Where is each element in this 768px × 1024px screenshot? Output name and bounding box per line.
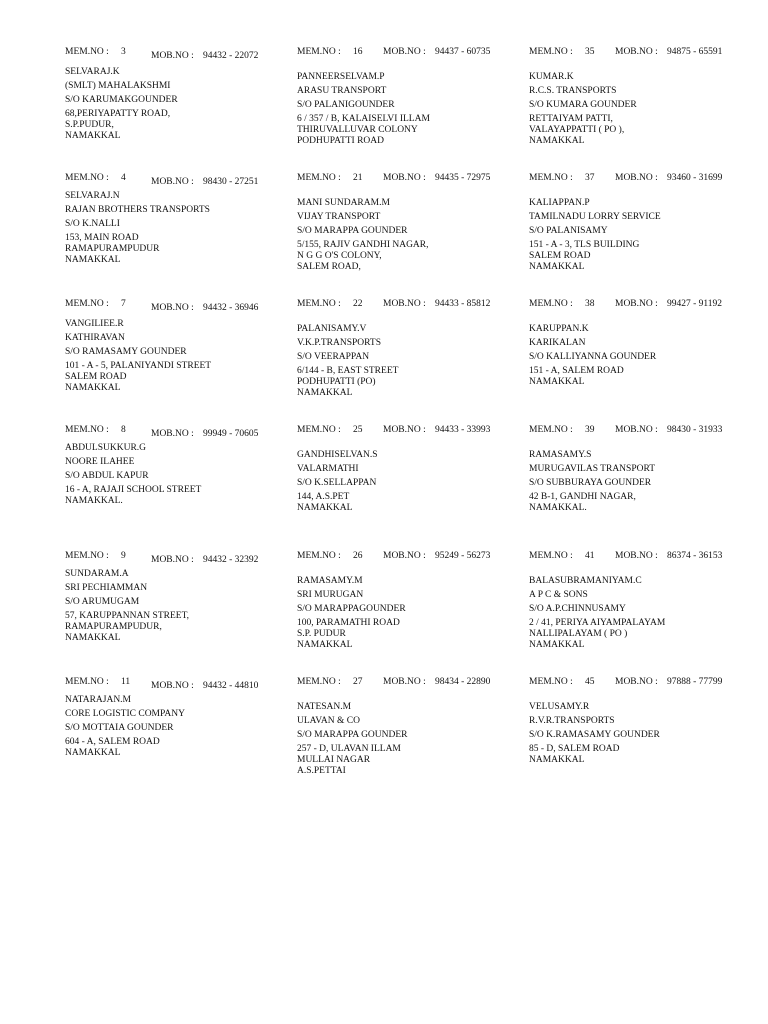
- member-card: [65, 173, 297, 291]
- member-header: [65, 677, 297, 691]
- member-header: [529, 551, 761, 565]
- address-line: 151 - A - 3, TLS BUILDING: [529, 240, 640, 250]
- mobile-number: 98430 - 27251: [203, 177, 259, 187]
- parent-name: S/O MARAPPAGOUNDER: [297, 604, 406, 614]
- member-header: [529, 173, 761, 187]
- address-line: RAMAPURAMPUDUR,: [65, 622, 162, 632]
- parent-name: S/O PALANISAMY: [529, 226, 608, 236]
- member-name: GANDHISELVAN.S: [297, 450, 378, 460]
- address-line: 6 / 357 / B, KALAISELVI ILLAM: [297, 114, 430, 124]
- mem-number: 8: [121, 425, 126, 435]
- member-name: KALIAPPAN.P: [529, 198, 590, 208]
- address-line: NALLIPALAYAM ( PO ): [529, 629, 628, 639]
- mobile-number: 99427 - 91192: [667, 299, 723, 309]
- mem-number: 22: [353, 299, 363, 309]
- member-card: [297, 551, 529, 669]
- mem-number: 9: [121, 551, 126, 561]
- parent-name: S/O VEERAPPAN: [297, 352, 370, 362]
- mem-number: 45: [585, 677, 595, 687]
- member-details: [297, 198, 529, 273]
- member-name: MANI SUNDARAM.M: [297, 198, 390, 208]
- address-line: NAMAKKAL: [529, 136, 585, 146]
- mem-number-label: MEM.NO :: [529, 425, 573, 435]
- member-details: [529, 702, 761, 766]
- mem-number: 3: [121, 47, 126, 57]
- member-details: [529, 576, 761, 651]
- address-line: PODHUPATTI (PO): [297, 377, 376, 387]
- address-line: 5/155, RAJIV GANDHI NAGAR,: [297, 240, 429, 250]
- mobile-number-label: MOB.NO :: [151, 303, 194, 313]
- member-header: [529, 299, 761, 313]
- address-line: 68,PERIYAPATTY ROAD,: [65, 109, 171, 119]
- business-name: KARIKALAN: [529, 338, 586, 348]
- business-name: MURUGAVILAS TRANSPORT: [529, 464, 656, 474]
- member-name: RAMASAMY.M: [297, 576, 363, 586]
- member-header: [529, 677, 761, 691]
- mobile-number-label: MOB.NO :: [151, 555, 194, 565]
- mem-number: 27: [353, 677, 363, 687]
- parent-name: S/O SUBBURAYA GOUNDER: [529, 478, 652, 488]
- address-line: A.S.PETTAI: [297, 766, 346, 776]
- business-name: SRI PECHIAMMAN: [65, 583, 148, 593]
- member-header: [297, 173, 529, 187]
- mem-number-label: MEM.NO :: [297, 47, 341, 57]
- mem-number-label: MEM.NO :: [529, 173, 573, 183]
- member-name: VELUSAMY.R: [529, 702, 590, 712]
- address-line: 57, KARUPPANNAN STREET,: [65, 611, 190, 621]
- member-name: BALASUBRAMANIYAM.C: [529, 576, 642, 586]
- address-line: 16 - A, RAJAJI SCHOOL STREET: [65, 485, 202, 495]
- address-line: NAMAKKAL: [529, 640, 585, 650]
- mobile-number-label: MOB.NO :: [383, 677, 426, 687]
- business-name: ULAVAN & CO: [297, 716, 360, 726]
- mobile-number: 93460 - 31699: [667, 173, 723, 183]
- business-name: R.V.R.TRANSPORTS: [529, 716, 615, 726]
- address-line: NAMAKKAL.: [529, 503, 587, 513]
- member-name: PANNEERSELVAM.P: [297, 72, 385, 82]
- member-card: [65, 677, 297, 795]
- mem-number-label: MEM.NO :: [297, 173, 341, 183]
- member-details: [65, 695, 297, 759]
- parent-name: S/O KUMARA GOUNDER: [529, 100, 637, 110]
- member-header: [297, 677, 529, 691]
- member-header: [529, 47, 761, 61]
- address-line: NAMAKKAL: [297, 503, 353, 513]
- member-header: [297, 299, 529, 313]
- mobile-number-label: MOB.NO :: [383, 47, 426, 57]
- address-line: NAMAKKAL: [297, 640, 353, 650]
- parent-name: S/O K.RAMASAMY GOUNDER: [529, 730, 660, 740]
- member-name: SELVARAJ.K: [65, 67, 120, 77]
- mem-number: 4: [121, 173, 126, 183]
- business-name: CORE LOGISTIC COMPANY: [65, 709, 185, 719]
- address-line: RETTAIYAM PATTI,: [529, 114, 613, 124]
- mem-number: 39: [585, 425, 595, 435]
- mobile-number-label: MOB.NO :: [383, 551, 426, 561]
- member-details: [65, 191, 297, 266]
- mem-number: 26: [353, 551, 363, 561]
- business-name: ARASU TRANSPORT: [297, 86, 387, 96]
- mem-number-label: MEM.NO :: [297, 677, 341, 687]
- mobile-number: 98434 - 22890: [435, 677, 491, 687]
- mobile-number-label: MOB.NO :: [383, 299, 426, 309]
- mobile-number-label: MOB.NO :: [615, 677, 658, 687]
- member-details: [297, 576, 529, 651]
- member-details: [529, 72, 761, 147]
- address-line: RAMAPURAMPUDUR: [65, 244, 160, 254]
- mobile-number: 94432 - 22072: [203, 51, 259, 61]
- business-name: TAMILNADU LORRY SERVICE: [529, 212, 661, 222]
- address-line: NAMAKKAL: [65, 383, 121, 393]
- mobile-number: 97888 - 77799: [667, 677, 723, 687]
- member-name: ABDULSUKKUR.G: [65, 443, 147, 453]
- parent-name: S/O KALLIYANNA GOUNDER: [529, 352, 657, 362]
- mobile-number: 94432 - 32392: [203, 555, 259, 565]
- business-name: V.K.P.TRANSPORTS: [297, 338, 381, 348]
- parent-name: S/O ARUMUGAM: [65, 597, 140, 607]
- member-details: [529, 198, 761, 273]
- member-card: [529, 299, 761, 417]
- mem-number: 21: [353, 173, 363, 183]
- address-line: NAMAKKAL: [65, 633, 121, 643]
- member-details: [529, 324, 761, 388]
- member-card: [529, 677, 761, 795]
- parent-name: S/O ABDUL KAPUR: [65, 471, 149, 481]
- member-name: PALANISAMY.V: [297, 324, 367, 334]
- business-name: NOORE ILAHEE: [65, 457, 135, 467]
- mem-number-label: MEM.NO :: [65, 677, 109, 687]
- member-header: [297, 425, 529, 439]
- member-details: [529, 450, 761, 514]
- mem-number: 41: [585, 551, 595, 561]
- mem-number: 16: [353, 47, 363, 57]
- business-name: R.C.S. TRANSPORTS: [529, 86, 617, 96]
- member-card: [65, 425, 297, 543]
- mem-number: 37: [585, 173, 595, 183]
- business-name: A P C & SONS: [529, 590, 588, 600]
- mobile-number: 94432 - 36946: [203, 303, 259, 313]
- address-line: NAMAKKAL: [65, 131, 121, 141]
- member-name: SUNDARAM.A: [65, 569, 129, 579]
- mem-number: 38: [585, 299, 595, 309]
- mobile-number: 94433 - 33993: [435, 425, 491, 435]
- member-details: [65, 67, 297, 142]
- business-name: RAJAN BROTHERS TRANSPORTS: [65, 205, 210, 215]
- address-line: NAMAKKAL: [529, 755, 585, 765]
- parent-name: S/O RAMASAMY GOUNDER: [65, 347, 187, 357]
- mobile-number-label: MOB.NO :: [151, 177, 194, 187]
- address-line: NAMAKKAL: [65, 748, 121, 758]
- member-card: [297, 173, 529, 291]
- address-line: NAMAKKAL: [529, 377, 585, 387]
- mobile-number: 94875 - 65591: [667, 47, 723, 57]
- address-line: 2 / 41, PERIYA AIYAMPALAYAM: [529, 618, 666, 628]
- member-header: [297, 47, 529, 61]
- member-name: NATARAJAN.M: [65, 695, 132, 705]
- member-details: [65, 319, 297, 394]
- mem-number: 35: [585, 47, 595, 57]
- member-header: [65, 299, 297, 313]
- mem-number-label: MEM.NO :: [65, 299, 109, 309]
- mobile-number: 94435 - 72975: [435, 173, 491, 183]
- mem-number-label: MEM.NO :: [297, 299, 341, 309]
- business-name: SRI MURUGAN: [297, 590, 364, 600]
- mem-number-label: MEM.NO :: [65, 173, 109, 183]
- mem-number-label: MEM.NO :: [297, 425, 341, 435]
- address-line: SALEM ROAD,: [297, 262, 361, 272]
- member-details: [297, 702, 529, 777]
- address-line: PODHUPATTI ROAD: [297, 136, 385, 146]
- address-line: 144, A.S.PET: [297, 492, 350, 502]
- member-card: [297, 299, 529, 417]
- mobile-number-label: MOB.NO :: [383, 425, 426, 435]
- mem-number-label: MEM.NO :: [65, 47, 109, 57]
- parent-name: S/O K.SELLAPPAN: [297, 478, 377, 488]
- member-card: [65, 299, 297, 417]
- address-line: 101 - A - 5, PALANIYANDI STREET: [65, 361, 212, 371]
- mobile-number: 94432 - 44810: [203, 681, 259, 691]
- member-name: RAMASAMY.S: [529, 450, 592, 460]
- member-name: KARUPPAN.K: [529, 324, 589, 334]
- member-name: NATESAN.M: [297, 702, 352, 712]
- mobile-number-label: MOB.NO :: [615, 299, 658, 309]
- mem-number-label: MEM.NO :: [529, 299, 573, 309]
- member-header: [529, 425, 761, 439]
- parent-name: S/O PALANIGOUNDER: [297, 100, 395, 110]
- member-card: [297, 47, 529, 165]
- address-line: SALEM ROAD: [529, 251, 591, 261]
- mem-number: 11: [121, 677, 131, 687]
- member-details: [297, 450, 529, 514]
- member-header: [65, 425, 297, 439]
- mem-number: 7: [121, 299, 126, 309]
- address-line: 85 - D, SALEM ROAD: [529, 744, 620, 754]
- member-card: [65, 551, 297, 669]
- member-card: [529, 551, 761, 669]
- address-line: 6/144 - B, EAST STREET: [297, 366, 399, 376]
- mem-number-label: MEM.NO :: [529, 47, 573, 57]
- mobile-number-label: MOB.NO :: [151, 51, 194, 61]
- address-line: 100, PARAMATHI ROAD: [297, 618, 400, 628]
- address-line: 151 - A, SALEM ROAD: [529, 366, 624, 376]
- parent-name: S/O K.NALLI: [65, 219, 120, 229]
- member-details: [297, 324, 529, 399]
- mobile-number-label: MOB.NO :: [615, 173, 658, 183]
- address-line: SALEM ROAD: [65, 372, 127, 382]
- parent-name: S/O MARAPPA GOUNDER: [297, 226, 408, 236]
- mobile-number-label: MOB.NO :: [615, 47, 658, 57]
- mobile-number: 98430 - 31933: [667, 425, 723, 435]
- member-details: [65, 569, 297, 644]
- member-name: KUMAR.K: [529, 72, 574, 82]
- mobile-number-label: MOB.NO :: [151, 429, 194, 439]
- member-name: SELVARAJ.N: [65, 191, 120, 201]
- parent-name: S/O KARUMAKGOUNDER: [65, 95, 178, 105]
- business-name: VIJAY TRANSPORT: [297, 212, 381, 222]
- business-name: (SMLT) MAHALAKSHMI: [65, 81, 171, 91]
- member-name: VANGILIEE.R: [65, 319, 124, 329]
- business-name: VALARMATHI: [297, 464, 359, 474]
- mobile-number: 94437 - 60735: [435, 47, 491, 57]
- mem-number-label: MEM.NO :: [65, 425, 109, 435]
- member-card: [529, 173, 761, 291]
- member-header: [65, 173, 297, 187]
- parent-name: S/O MOTTAIA GOUNDER: [65, 723, 174, 733]
- parent-name: S/O MARAPPA GOUNDER: [297, 730, 408, 740]
- mobile-number-label: MOB.NO :: [151, 681, 194, 691]
- member-header: [297, 551, 529, 565]
- member-header: [65, 47, 297, 61]
- address-line: NAMAKKAL: [297, 388, 353, 398]
- member-card: [529, 425, 761, 543]
- mem-number-label: MEM.NO :: [65, 551, 109, 561]
- mobile-number: 99949 - 70605: [203, 429, 259, 439]
- mobile-number-label: MOB.NO :: [615, 551, 658, 561]
- address-line: VALAYAPPATTI ( PO ),: [529, 125, 625, 135]
- address-line: S.P. PUDUR: [297, 629, 346, 639]
- business-name: KATHIRAVAN: [65, 333, 125, 343]
- member-card: [529, 47, 761, 165]
- mobile-number-label: MOB.NO :: [383, 173, 426, 183]
- member-details: [297, 72, 529, 147]
- member-card: [297, 425, 529, 543]
- address-line: MULLAI NAGAR: [297, 755, 371, 765]
- address-line: N G G O'S COLONY,: [297, 251, 382, 261]
- mem-number-label: MEM.NO :: [297, 551, 341, 561]
- parent-name: S/O A.P.CHINNUSAMY: [529, 604, 626, 614]
- mobile-number-label: MOB.NO :: [615, 425, 658, 435]
- address-line: THIRUVALLUVAR COLONY: [297, 125, 418, 135]
- member-card: [65, 47, 297, 165]
- address-line: 257 - D, ULAVAN ILLAM: [297, 744, 401, 754]
- address-line: S.P.PUDUR,: [65, 120, 114, 130]
- address-line: NAMAKKAL: [65, 255, 121, 265]
- member-details: [65, 443, 297, 507]
- mobile-number: 94433 - 85812: [435, 299, 491, 309]
- mem-number-label: MEM.NO :: [529, 677, 573, 687]
- address-line: 153, MAIN ROAD: [65, 233, 139, 243]
- mem-number: 25: [353, 425, 363, 435]
- mobile-number: 95249 - 56273: [435, 551, 491, 561]
- mem-number-label: MEM.NO :: [529, 551, 573, 561]
- member-header: [65, 551, 297, 565]
- mobile-number: 86374 - 36153: [667, 551, 723, 561]
- address-line: NAMAKKAL.: [65, 496, 123, 506]
- address-line: 42 B-1, GANDHI NAGAR,: [529, 492, 636, 502]
- member-card: [297, 677, 529, 795]
- address-line: 604 - A, SALEM ROAD: [65, 737, 160, 747]
- address-line: NAMAKKAL: [529, 262, 585, 272]
